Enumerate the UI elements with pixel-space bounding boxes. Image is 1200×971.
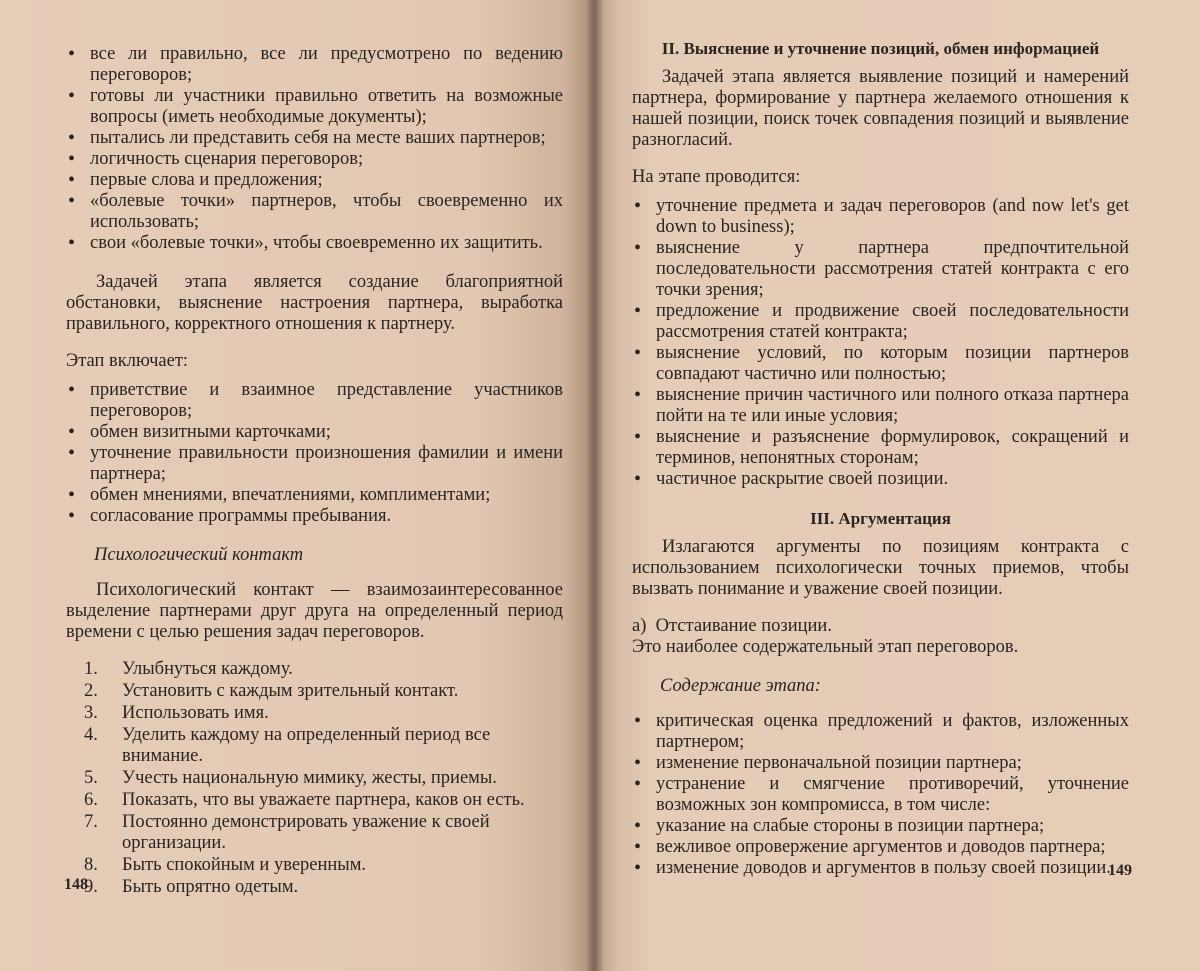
page-number: 149 (1108, 862, 1132, 879)
list-item: 1. Улыбнуться каждому. (84, 659, 293, 679)
list-item: • все ли правильно, все ли предусмотрено по ведению переговоров; (66, 44, 563, 86)
list-item: 4. Уделить каждому на определенный период все внимание. (84, 725, 491, 766)
list-item: • устранение и смягчение противоречий, уточнение возможных зон компромисса, в том числе: (632, 774, 1129, 816)
bullet-list-argumentation (632, 711, 1129, 879)
list-item: • логичность сценария переговоров; (66, 149, 563, 170)
list-item: 6. Показать, что вы уважаете партнера, каков он есть. (84, 790, 525, 810)
task-paragraph: Задачей этапа является создание благоприятной обстановки, выяснение настроения партнера, выработка правильного, корректного отношения к партнеру. (66, 272, 563, 334)
content-heading: Содержание этапа: (660, 676, 821, 696)
left-page (0, 0, 594, 971)
list-item: • выяснение причин частичного или полного отказа партнера пойти на те или иные условия; (632, 385, 1129, 427)
list-item: • изменение доводов и аргументов в пользу своей позиции. (632, 858, 1129, 879)
list-item: • выяснение условий, по которым позиции партнеров совпадают частично или полностью; (632, 343, 1129, 385)
list-item: • обмен визитными карточками; (66, 422, 563, 443)
list-item: • выяснение и разъяснение формулировок, сокращений и терминов, непонятных сторонам; (632, 427, 1129, 469)
section-title: II. Выяснение и уточнение позиций, обмен информацией (661, 39, 1100, 58)
list-item: 5. Учесть национальную мимику, жесты, приемы. (84, 768, 497, 788)
list-item: • вежливое опровержение аргументов и доводов партнера; (632, 837, 1129, 858)
list-item: • согласование программы пребывания. (66, 506, 563, 527)
list-item: 7. Постоянно демонстрировать уважение к своей организации. (84, 812, 490, 853)
carried-out-label: На этапе проводится: (632, 167, 801, 187)
book-gutter (586, 0, 604, 971)
list-item: • обмен мнениями, впечатлениями, комплиментами; (66, 485, 563, 506)
list-item: • приветствие и взаимное представление участников переговоров; (66, 380, 563, 422)
list-item: • изменение первоначальной позиции партнера; (632, 753, 1129, 774)
list-item: 3. Использовать имя. (84, 703, 269, 723)
list-item: • «болевые точки» партнеров, чтобы своевременно их использовать; (66, 191, 563, 233)
list-item: • пытались ли представить себя на месте ваших партнеров; (66, 128, 563, 149)
list-item: • первые слова и предложения; (66, 170, 563, 191)
list-item: • уточнение предмета и задач переговоров (and now let's get down to business); (632, 196, 1129, 238)
bullet-list-stage (66, 380, 563, 527)
section-title: III. Аргументация (810, 509, 951, 528)
defense-note: Это наиболее содержательный этап переговоров. (632, 637, 1019, 657)
list-item: • указание на слабые стороны в позиции партнера; (632, 816, 1129, 837)
section-paragraph: Излагаются аргументы по позициям контракта с использованием психологически точных приемов, чтобы вызвать понимание и уважение своей позиции. (632, 537, 1129, 599)
list-item: • свои «болевые точки», чтобы своевременно их защитить. (66, 233, 563, 254)
list-item: 8. Быть спокойным и уверенным. (84, 855, 367, 875)
list-item: 9. Быть опрятно одетым. (84, 877, 299, 897)
bullet-list-preparation (66, 44, 563, 254)
list-item: • предложение и продвижение своей последовательности рассмотрения статей контракта; (632, 301, 1129, 343)
list-item: • критическая оценка предложений и фактов, изложенных партнером; (632, 711, 1129, 753)
right-page-content (632, 38, 1129, 879)
left-page-content (66, 44, 563, 899)
defense-line: а) Отстаивание позиции. (632, 616, 832, 636)
right-page (594, 0, 1200, 971)
stage-includes-label: Этап включает: (66, 351, 189, 371)
list-item: • уточнение правильности произношения фамилии и имени партнера; (66, 443, 563, 485)
list-item: • выяснение у партнера предпочтительной последовательности рассмотрения статей контракта с его точки зрения; (632, 238, 1129, 301)
bullet-list-positions (632, 196, 1129, 490)
list-item: • частичное раскрытие своей позиции. (632, 469, 1129, 490)
list-item: • готовы ли участники правильно ответить на возможные вопросы (иметь необходимые документы); (66, 86, 563, 128)
page-number: 148 (64, 876, 88, 893)
numbered-list (66, 659, 563, 898)
psych-contact-heading: Психологический контакт (94, 545, 304, 565)
list-item: 2. Установить с каждым зрительный контакт. (84, 681, 459, 701)
section-paragraph: Задачей этапа является выявление позиций и намерений партнера, формирование у партнера желаемого отношения к нашей позиции, поиск точек совпадения позиций и выявление разногласий. (632, 67, 1129, 150)
psych-contact-paragraph: Психологический контакт — взаимозаинтересованное выделение партнерами друг друга на определенный период времени с целью решения задач переговоров. (66, 580, 563, 642)
